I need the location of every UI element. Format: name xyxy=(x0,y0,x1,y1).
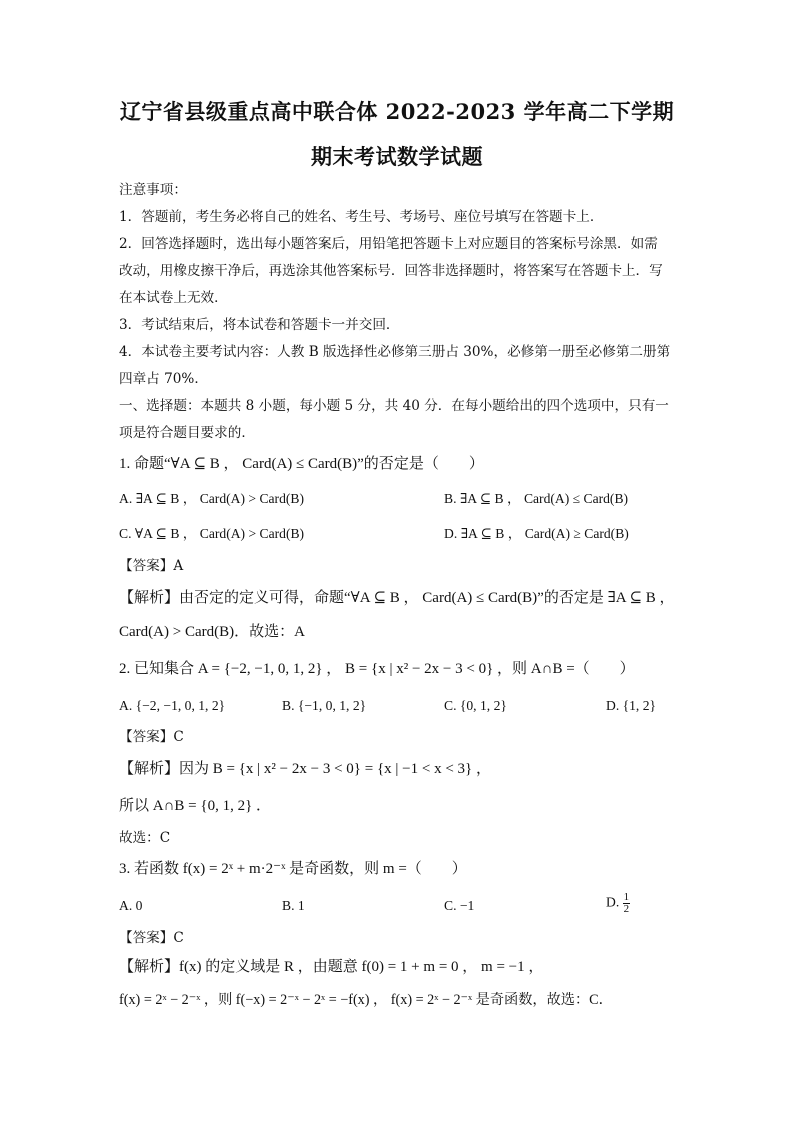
notice-item-4-line2: 四章占 70%． xyxy=(119,371,208,387)
question-1-option-c: C. ∀A ⊆ B ， Card(A) > Card(B) xyxy=(119,526,305,541)
exam-title-line2: 期末考试数学试题 xyxy=(311,144,483,169)
question-3-stem: 3. 若函数 f(x) = 2ˣ + m·2⁻ˣ 是奇函数，则 m =（ ） xyxy=(119,861,467,877)
fraction-one-half xyxy=(623,892,631,915)
question-1-analysis-line1: 【解析】由否定的定义可得，命题“∀A ⊆ B ， Card(A) ≤ Card(B)”的否定是 ∃A ⊆ B ， xyxy=(119,590,675,606)
question-2-option-d: D. {1, 2} xyxy=(606,698,657,713)
question-3-analysis-line2: f(x) = 2ˣ − 2⁻ˣ ，则 f(−x) = 2⁻ˣ − 2ˣ = −f(x) ， f(x) = 2ˣ − 2⁻ˣ 是奇函数，故选：C． xyxy=(119,992,613,1008)
question-2-analysis-line3: 故选：C xyxy=(119,830,171,846)
question-1-option-a: A. ∃A ⊆ B ， Card(A) > Card(B) xyxy=(119,491,305,506)
question-1-option-d: D. ∃A ⊆ B ， Card(A) ≥ Card(B) xyxy=(444,526,629,541)
notice-item-3: 3．考试结束后，将本试卷和答题卡一并交回． xyxy=(119,317,400,333)
question-2-option-b: B. {−1, 0, 1, 2} xyxy=(282,698,367,713)
question-2-analysis-line2: 所以 A∩B = {0, 1, 2} ． xyxy=(119,798,272,814)
question-2-stem: 2. 已知集合 A = {−2, −1, 0, 1, 2} ， B = {x | x² − 2x − 3 < 0} ，则 A∩B =（ ） xyxy=(119,661,635,677)
question-3-option-a: A. 0 xyxy=(119,898,143,913)
exam-title-line1: 辽宁省县级重点高中联合体 2022-2023 学年高二下学期 xyxy=(119,99,675,124)
question-3-option-b: B. 1 xyxy=(282,898,305,913)
notice-item-4-line1: 4．本试卷主要考试内容：人教 B 版选择性必修第三册占 30%，必修第一册至必修第二册第 xyxy=(119,344,671,360)
question-3-answer: 【答案】C xyxy=(119,930,184,946)
fraction-denominator: 2 xyxy=(623,903,630,915)
notice-item-2-line1: 2．回答选择题时，选出每小题答案后，用铅笔把答题卡上对应题目的答案标号涂黑．如需 xyxy=(119,236,658,252)
question-1-option-b: B. ∃A ⊆ B ， Card(A) ≤ Card(B) xyxy=(444,491,629,506)
notice-heading: 注意事项： xyxy=(119,182,187,198)
question-3-option-d-label: D. xyxy=(606,894,620,910)
question-2-analysis-line1: 【解析】因为 B = {x | x² − 2x − 3 < 0} = {x | −1 < x < 3} ， xyxy=(119,761,491,777)
fraction-numerator: 1 xyxy=(623,891,630,903)
question-3-option-c: C. −1 xyxy=(444,898,475,913)
question-3-option-d xyxy=(606,892,630,915)
notice-item-2-line2: 改动，用橡皮擦干净后，再选涂其他答案标号．回答非选择题时，将答案写在答题卡上．写 xyxy=(119,263,663,279)
section-heading-line1: 一、选择题：本题共 8 小题，每小题 5 分，共 40 分．在每小题给出的四个选项中，只有一 xyxy=(119,398,669,414)
notice-item-2-line3: 在本试卷上无效． xyxy=(119,290,228,306)
notice-item-1: 1．答题前，考生务必将自己的姓名、考生号、考场号、座位号填写在答题卡上． xyxy=(119,209,604,225)
question-1-analysis-line2: Card(A) > Card(B)．故选：A xyxy=(119,624,305,640)
question-1-stem: 1. 命题“∀A ⊆ B ， Card(A) ≤ Card(B)”的否定是（ ） xyxy=(119,456,484,472)
question-2-answer: 【答案】C xyxy=(119,729,184,745)
question-2-option-a: A. {−2, −1, 0, 1, 2} xyxy=(119,698,226,713)
question-1-answer: 【答案】A xyxy=(119,558,184,574)
question-3-analysis-line1: 【解析】f(x) 的定义域是 R ，由题意 f(0) = 1 + m = 0 ， m = −1 ， xyxy=(119,959,544,975)
question-2-option-c: C. {0, 1, 2} xyxy=(444,698,507,713)
section-heading-line2: 项是符合题目要求的． xyxy=(119,425,255,441)
